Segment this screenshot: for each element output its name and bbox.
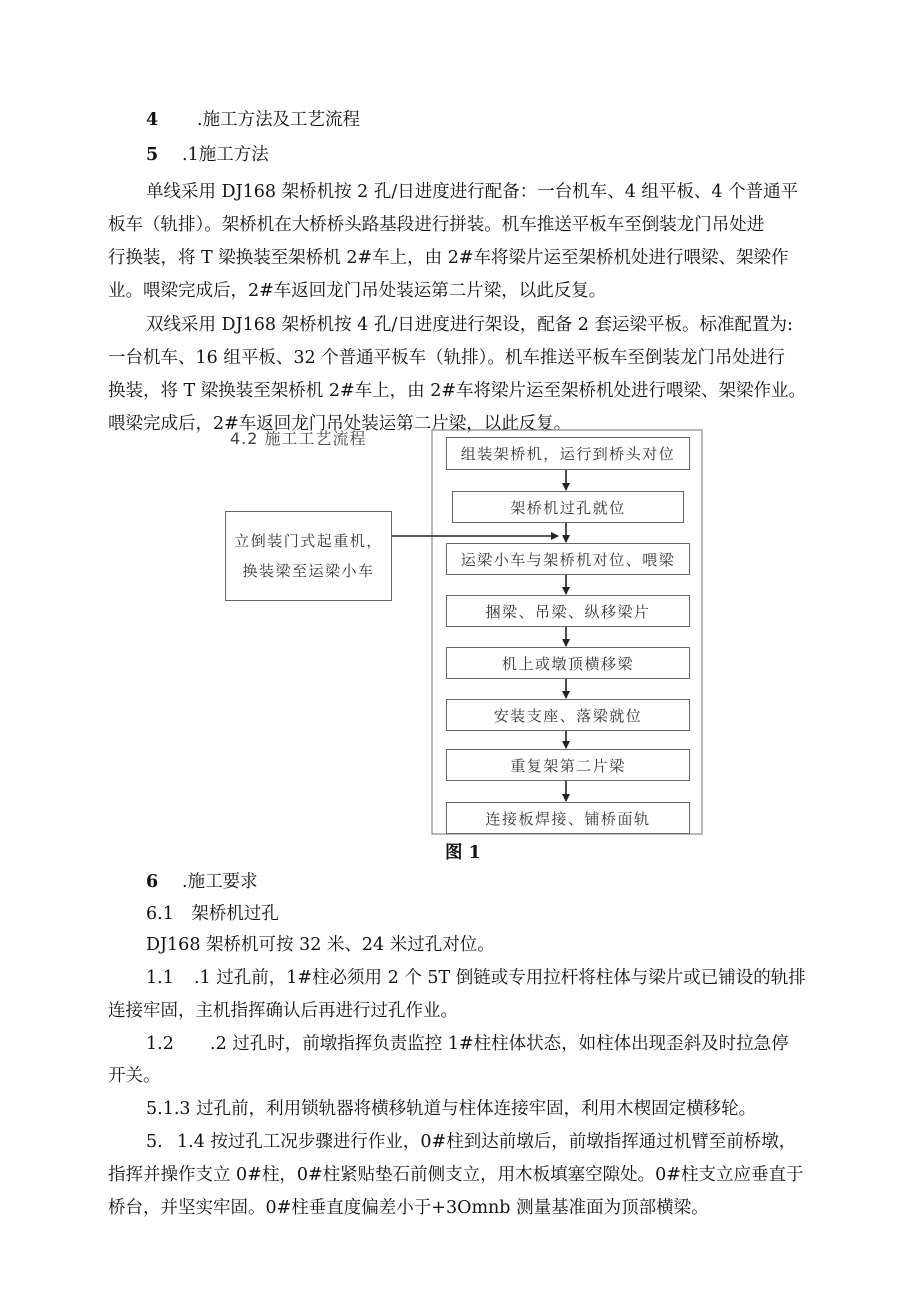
flow-step-2: 架桥机过孔就位 xyxy=(452,491,684,523)
section-4-number: 4 xyxy=(146,110,159,130)
para-611-line-1: .1 过孔前，1#柱必须用 2 个 5T 倒链或专用拉杆将柱体与梁片或已铺设的轨排 xyxy=(194,968,806,988)
para-single-line-4: 业。喂梁完成后，2#车返回龙门吊处装运第二片梁，以此反复。 xyxy=(108,281,607,301)
flow-side-box xyxy=(225,511,392,601)
para-612-number: 1.2 xyxy=(146,1034,174,1054)
para-612-line-2: 开关。 xyxy=(108,1066,161,1086)
para-double-line-3: 换装，将 T 梁换装至架桥机 2#车上，由 2#车将梁片运至架桥机处进行喂梁、架梁作业。 xyxy=(108,381,807,401)
para-614-number: 5. xyxy=(146,1132,163,1152)
flow-step-7: 重复架第二片梁 xyxy=(446,749,690,781)
para-double-line-2: 一台机车、16 组平板、32 个普通平板车（轨排）。机车推送平板车至倒装龙门吊处进行 xyxy=(108,348,785,368)
section-4-title: .施工方法及工艺流程 xyxy=(197,110,361,130)
para-single-line-1: 单线采用 DJ168 架桥机按 2 孔/日进度进行配备：一台机车、4 组平板、4 个普通平 xyxy=(146,182,799,202)
flowchart-title: 4.2 施工工艺流程 xyxy=(230,429,367,448)
para-single-line-3: 行换装，将 T 梁换装至架桥机 2#车上，由 2#车将梁片运至架桥机处进行喂梁、架梁作 xyxy=(108,248,789,268)
para-611-number: 1.1 xyxy=(146,968,174,988)
flow-side-line-2: 换装梁至运梁小车 xyxy=(242,562,375,580)
flow-step-6: 安装支座、落梁就位 xyxy=(446,699,690,731)
flow-side-line-1: 立倒装门式起重机， xyxy=(234,532,383,550)
para-614-line-1: 1.4 按过孔工况步骤进行作业，0#柱到达前墩后，前墩指挥通过机臂至前桥墩， xyxy=(177,1132,797,1152)
para-single-line-2: 板车（轨排）。架桥机在大桥桥头路基段进行拼装。机车推送平板车至倒装龙门吊处进 xyxy=(108,215,765,235)
flow-step-5: 机上或墩顶横移梁 xyxy=(446,647,690,679)
flow-step-8: 连接板焊接、铺桥面轨 xyxy=(446,802,690,834)
figure-caption: 图 1 xyxy=(445,843,481,863)
para-614-line-2: 指挥并操作支立 0#柱，0#柱紧贴垫石前侧支立，用木板填塞空隙处。0#柱支立应垂直于 xyxy=(108,1165,804,1185)
section-6-number: 6 xyxy=(146,872,159,892)
para-614-line-3: 桥台，并坚实牢固。0#柱垂直度偏差小于+3Omnb 测量基准面为顶部横梁。 xyxy=(108,1198,709,1218)
section-61-title: 6.1 架桥机过孔 xyxy=(146,904,279,924)
section-41-title: .1施工方法 xyxy=(182,145,269,165)
flow-step-1: 组装架桥机，运行到桥头对位 xyxy=(446,437,690,470)
section-41-number: 5 xyxy=(146,145,159,165)
para-61: DJ168 架桥机可按 32 米、24 米过孔对位。 xyxy=(146,935,495,955)
para-double-line-4: 喂梁完成后，2#车返回龙门吊处装运第二片梁，以此反复。 xyxy=(108,414,572,434)
para-611-line-2: 连接牢固，主机指挥确认后再进行过孔作业。 xyxy=(108,1001,458,1021)
para-612-line-1: .2 过孔时，前墩指挥负责监控 1#柱柱体状态，如柱体出现歪斜及时拉急停 xyxy=(210,1034,789,1054)
flow-step-4: 捆梁、吊梁、纵移梁片 xyxy=(446,595,690,627)
para-613: 5.1.3 过孔前，利用锁轨器将横移轨道与柱体连接牢固，利用木楔固定横移轮。 xyxy=(146,1099,757,1119)
para-double-line-1: 双线采用 DJ168 架桥机按 4 孔/日进度进行架设，配备 2 套运梁平板。标准配置为: xyxy=(146,315,793,335)
section-6-title: .施工要求 xyxy=(182,872,258,892)
flow-step-3: 运梁小车与架桥机对位、喂梁 xyxy=(446,543,690,575)
